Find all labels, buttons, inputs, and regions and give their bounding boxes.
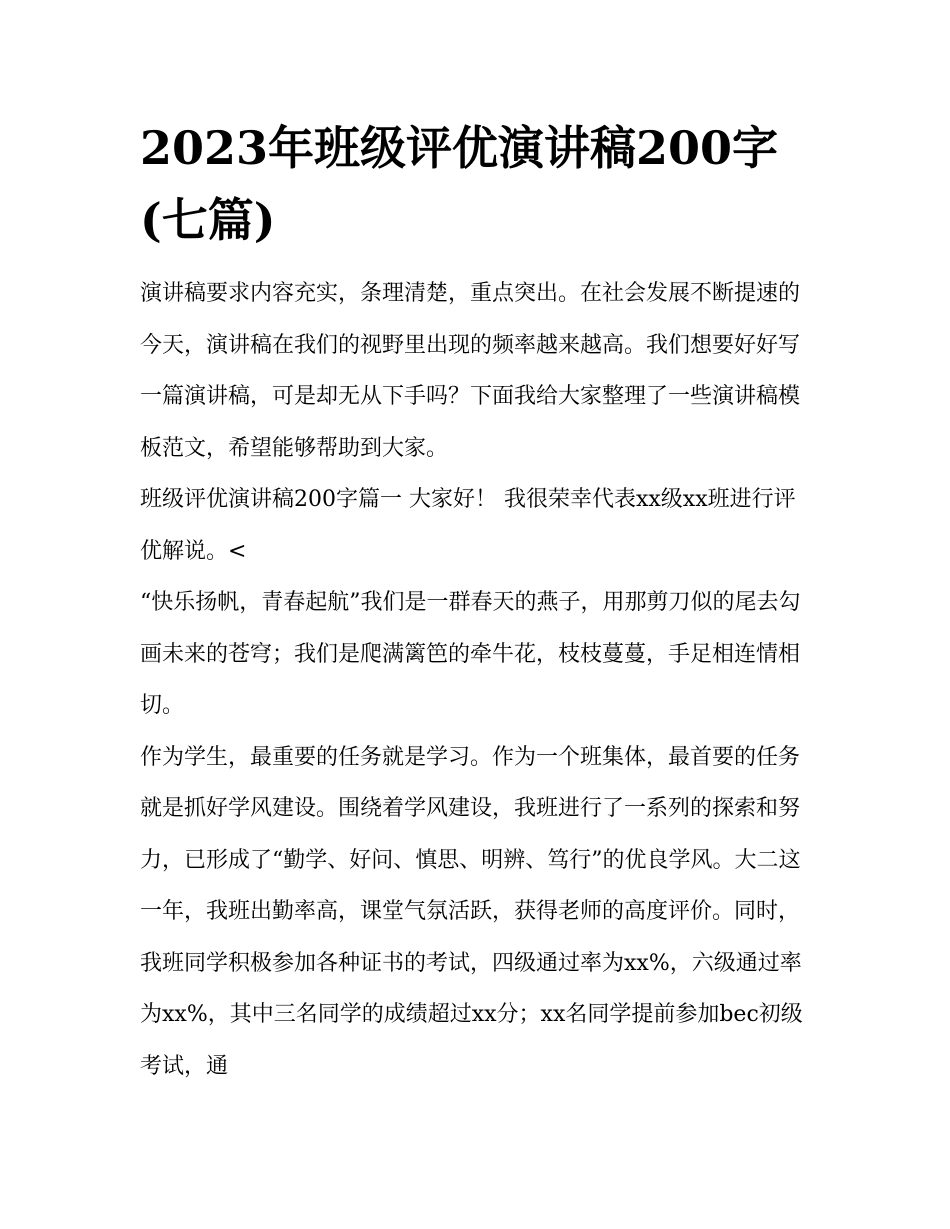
- intro-paragraph: 演讲稿要求内容充实，条理清楚，重点突出。在社会发展不断提速的今天，演讲稿在我们的视野里出现的频率越来越高。我们想要好好写一篇演讲稿，可是却无从下手吗？下面我给大家整理了一些演讲稿模板范文，希望能够帮助到大家。: [140, 281, 801, 461]
- document-page: [140, 112, 815, 1092]
- metaphor-paragraph: “快乐扬帆，青春起航”我们是一群春天的燕子，用那剪刀似的尾去勾画未来的苍穹；我们是爬满篱笆的牵牛花，枝枝蔓蔓，手足相连情相切。: [140, 590, 801, 718]
- document-title: 2023年班级评优演讲稿200字(七篇): [140, 121, 779, 247]
- study-paragraph: 作为学生，最重要的任务就是学习。作为一个班集体，最首要的任务就是抓好学风建设。围绕着学风建设，我班进行了一系列的探索和努力，已形成了“勤学、好问、慎思、明辨、笃行”的优良学风。大二这一年，我班出勤率高，课堂气氛活跃，获得老师的高度评价。同时，我班同学积极参加各种证书的考试，四级通过率为xx%，六级通过率为xx%，其中三名同学的成绩超过xx分；xx名同学提前参加bec初级考试，通: [140, 744, 803, 1079]
- speech-one-heading-paragraph: 班级评优演讲稿200字篇一 大家好！ 我很荣幸代表xx级xx班进行评优解说。<: [140, 487, 796, 564]
